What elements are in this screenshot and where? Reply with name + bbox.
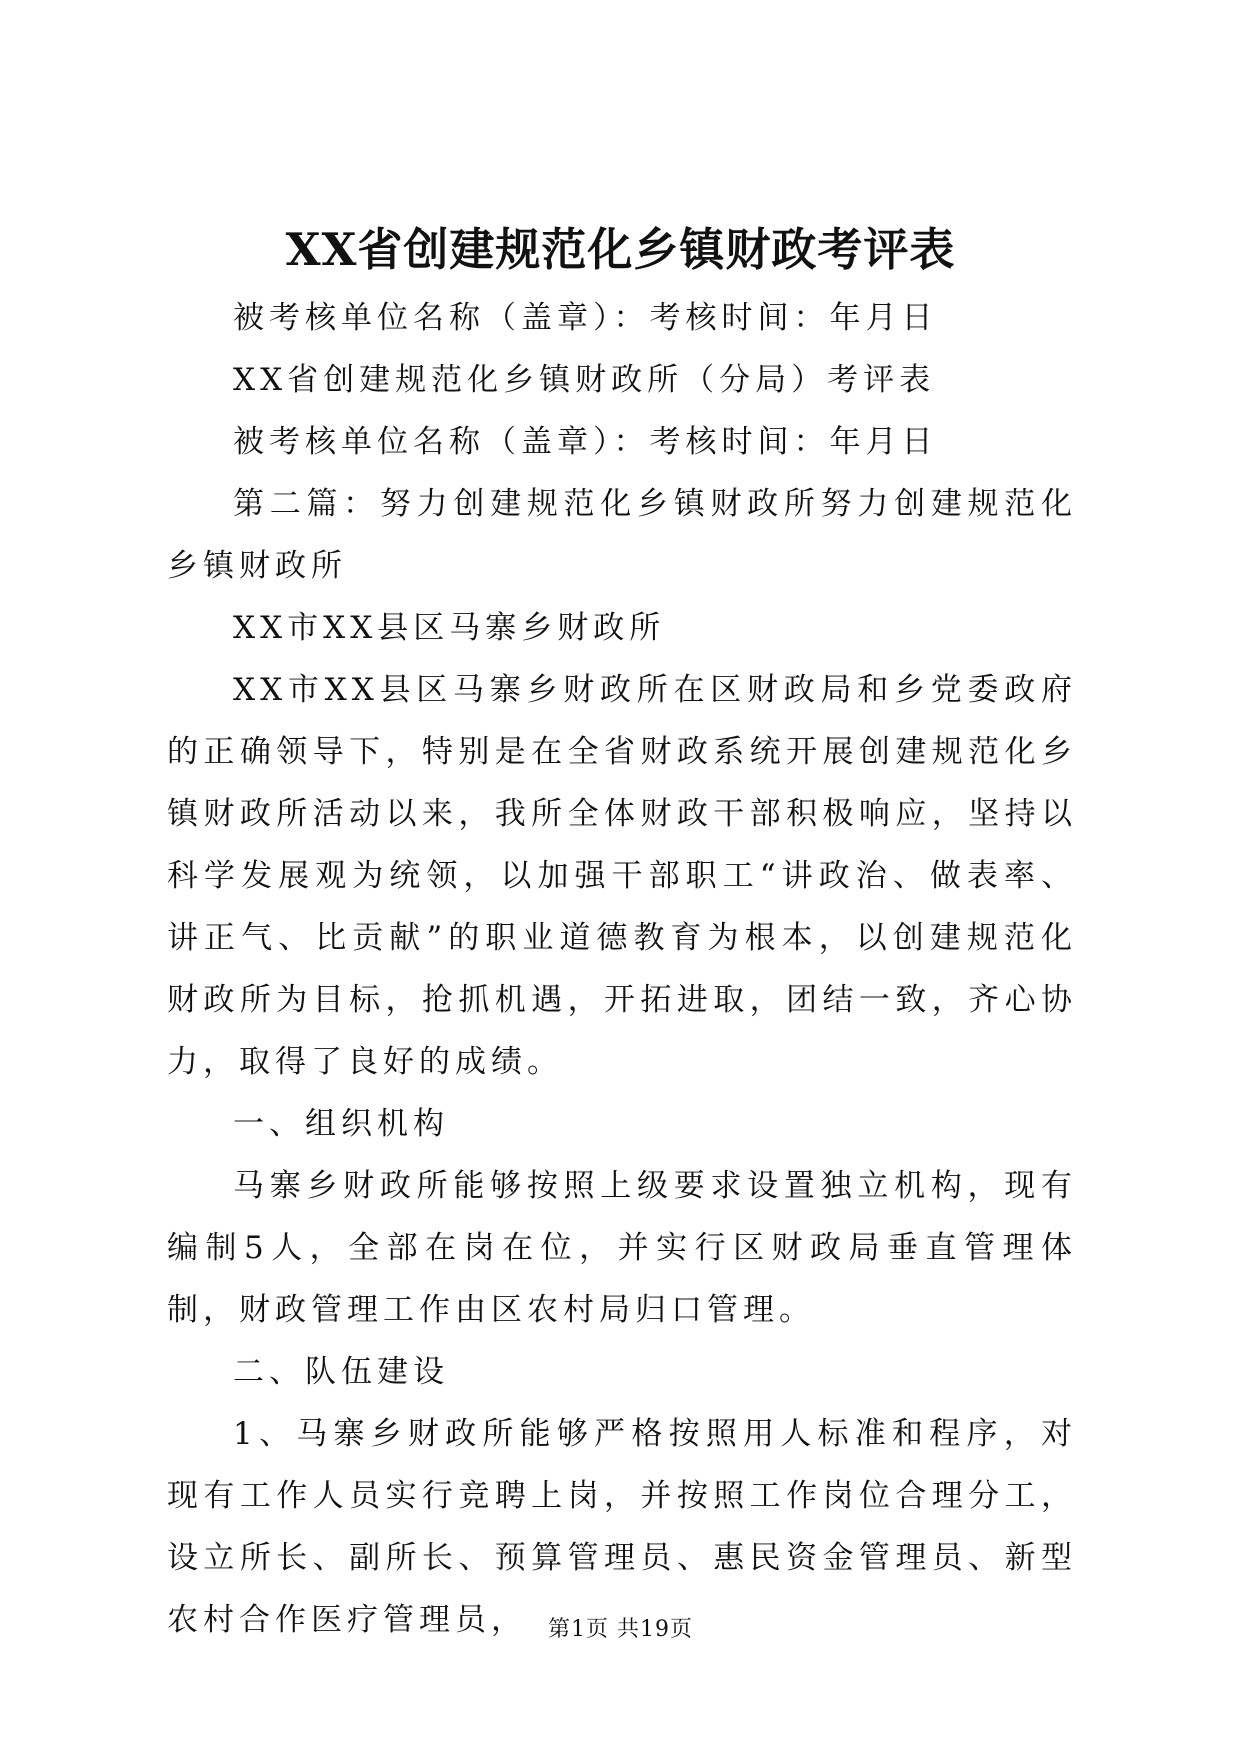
paragraph-assessed-unit: 被考核单位名称（盖章）：考核时间：年月日 bbox=[233, 300, 938, 336]
document-title: XX省创建规范化乡镇财政考评表 bbox=[285, 223, 956, 276]
paragraph-assessed-unit-repeat: 被考核单位名称（盖章）：考核时间：年月日 bbox=[233, 424, 938, 460]
paragraph-chapter-two-heading: 第二篇：努力创建规范化乡镇财政所努力创建规范化乡镇财政所 bbox=[167, 486, 1077, 584]
paragraph-office-name: XX市XX县区马寨乡财政所 bbox=[233, 610, 666, 646]
paragraph-team-item-1: 1、马寨乡财政所能够严格按照用人标准和程序，对现有工作人员实行竞聘上岗，并按照工作岗位合理分工，设立所长、副所长、预算管理员、惠民资金管理员、新型农村合作医疗管理员， bbox=[167, 1416, 1077, 1638]
paragraph-intro: XX市XX县区马寨乡财政所在区财政局和乡党委政府的正确领导下，特别是在全省财政系统开展创建规范化乡镇财政所活动以来，我所全体财政干部积极响应，坚持以科学发展观为统领，以加强干部职工“讲政治、做表率、讲正气、比贡献”的职业道德教育为根本，以创建规范化财政所为目标，抢抓机遇，开拓进取，团结一致，齐心协力，取得了良好的成绩。 bbox=[167, 672, 1077, 1080]
section-heading-team: 二、队伍建设 bbox=[233, 1354, 449, 1390]
paragraph-form-title: XX省创建规范化乡镇财政所（分局）考评表 bbox=[233, 362, 936, 398]
section-heading-organization: 一、组织机构 bbox=[233, 1106, 449, 1142]
page-number-footer: 第1页 共19页 bbox=[548, 1617, 693, 1642]
document-body bbox=[167, 287, 1077, 1651]
paragraph-organization: 马寨乡财政所能够按照上级要求设置独立机构，现有编制5人，全部在岗在位，并实行区财政局垂直管理体制，财政管理工作由区农村局归口管理。 bbox=[167, 1168, 1077, 1328]
